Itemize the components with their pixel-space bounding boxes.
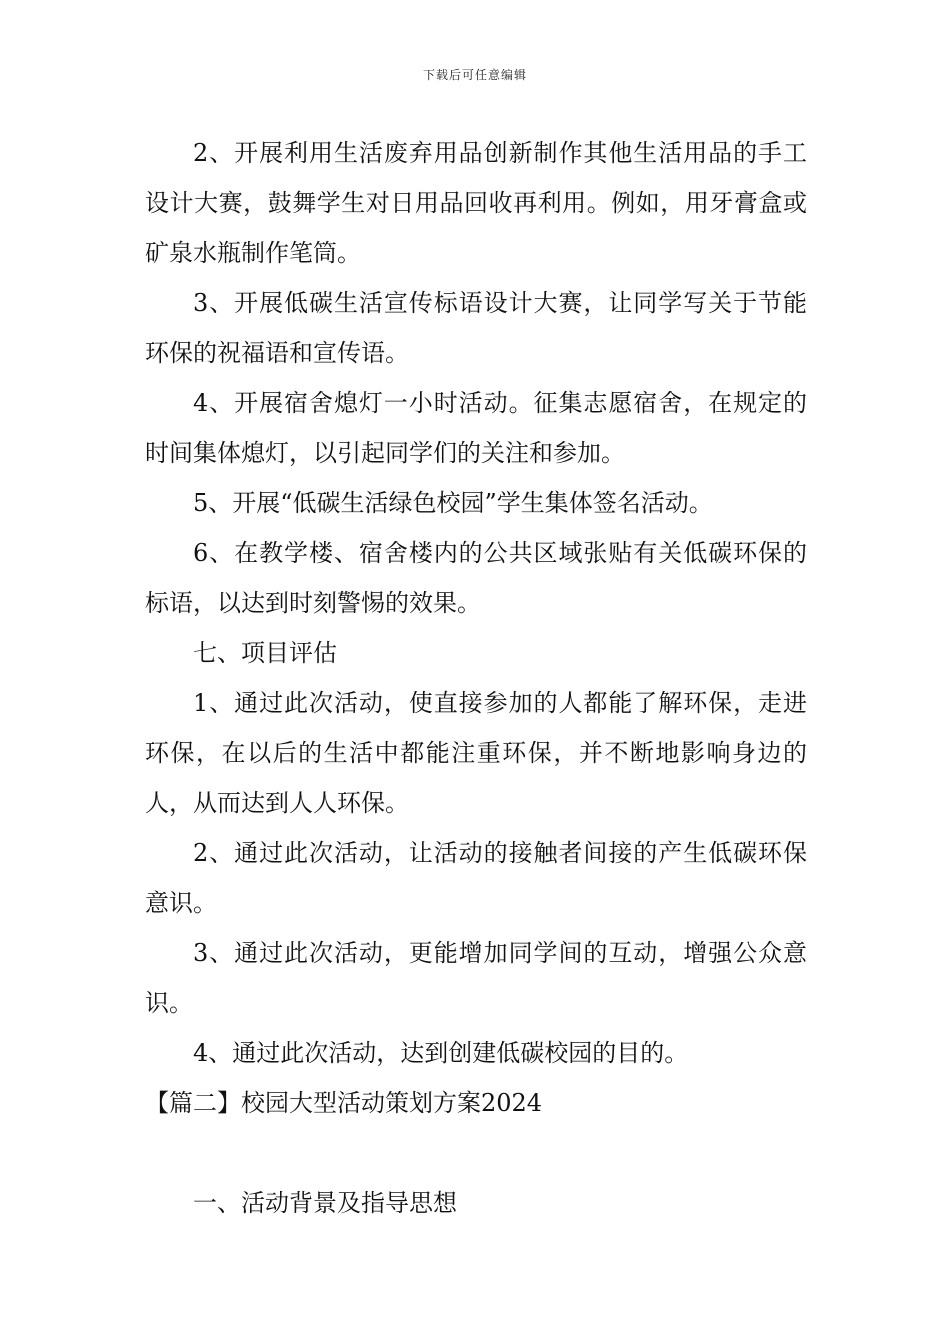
evaluation-item-3: 3、通过此次活动，更能增加同学间的互动，增强公众意识。	[145, 939, 807, 1017]
blank-line	[145, 1128, 807, 1178]
section-heading-project-evaluation: 七、项目评估	[193, 639, 337, 667]
paragraph-item-6: 6、在教学楼、宿舍楼内的公共区域张贴有关低碳环保的标语，以达到时刻警惕的效果。	[145, 539, 807, 617]
subsection-title: 一、活动背景及指导思想	[193, 1189, 457, 1217]
document-body	[145, 128, 807, 1228]
page-header-note: 下载后可任意编辑	[422, 68, 527, 82]
paragraph-item-5: 5、开展“低碳生活绿色校园”学生集体签名活动。	[193, 489, 713, 517]
evaluation-item-4: 4、通过此次活动，达到创建低碳校园的目的。	[193, 1039, 689, 1067]
evaluation-item-1: 1、通过此次活动，使直接参加的人都能了解环保，走进环保，在以后的生活中都能注重环保，并不断地影响身边的人，从而达到人人环保。	[145, 689, 807, 817]
paragraph-item-2: 2、开展利用生活废弃用品创新制作其他生活用品的手工设计大赛，鼓舞学生对日用品回收再利用。例如，用牙膏盒或矿泉水瓶制作笔筒。	[145, 139, 807, 267]
paragraph-item-3: 3、开展低碳生活宣传标语设计大赛，让同学写关于节能环保的祝福语和宣传语。	[145, 289, 807, 367]
evaluation-item-2: 2、通过此次活动，让活动的接触者间接的产生低碳环保意识。	[145, 839, 807, 917]
section-title: 【篇二】校园大型活动策划方案2024	[145, 1089, 543, 1117]
paragraph-item-4: 4、开展宿舍熄灯一小时活动。征集志愿宿舍，在规定的时间集体熄灯，以引起同学们的关注和参加。	[145, 389, 807, 467]
